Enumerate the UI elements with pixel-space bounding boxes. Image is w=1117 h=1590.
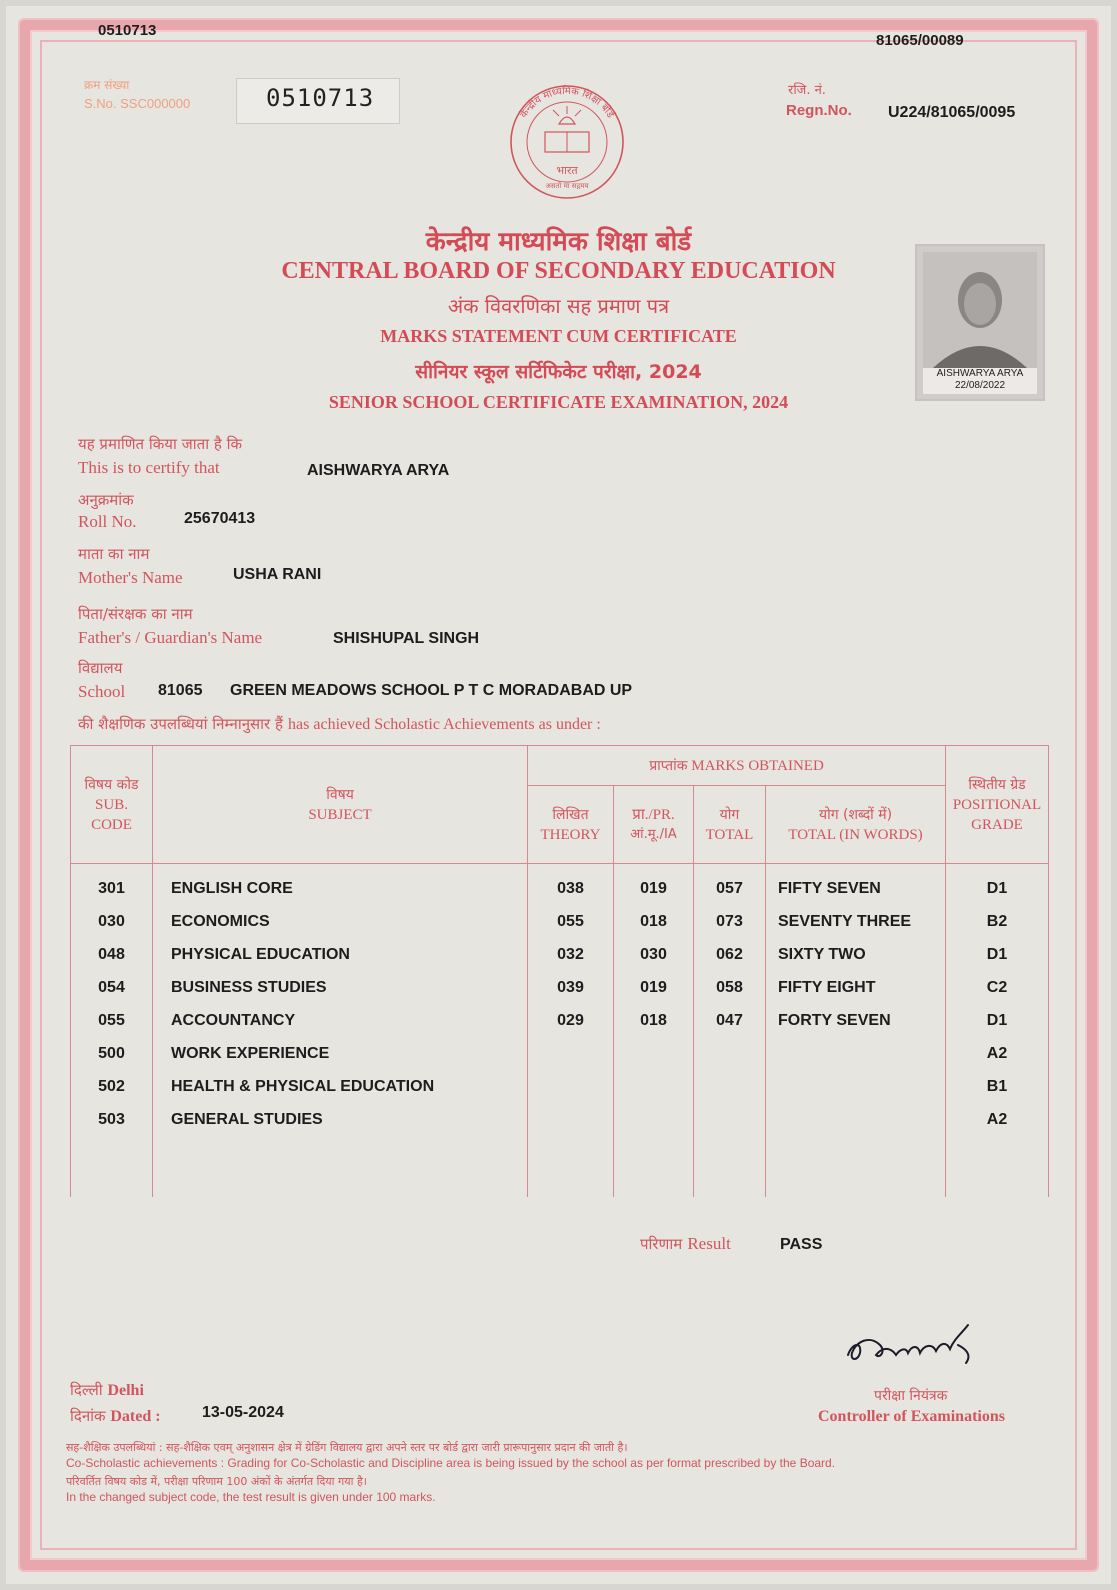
svg-text:केन्द्रीय माध्यमिक शिक्षा बोर्: केन्द्रीय माध्यमिक शिक्षा बोर्ड xyxy=(518,85,616,121)
table-row-total: 062 xyxy=(716,946,743,963)
cbse-seal-emblem xyxy=(497,80,637,200)
table-row-total: 057 xyxy=(716,880,743,897)
place-label: दिल्ली Delhi xyxy=(70,1381,144,1399)
table-row-code: 054 xyxy=(98,979,125,996)
document-title-en: MARKS STATEMENT CUM CERTIFICATE xyxy=(380,326,737,346)
serial-label-hi: क्रम संख्या xyxy=(84,78,130,92)
controller-signature xyxy=(840,1315,990,1375)
column-total-words xyxy=(766,864,946,1198)
table-row-code: 301 xyxy=(98,880,125,897)
student-name: AISHWARYA ARYA xyxy=(307,462,450,479)
corner-serial: 0510713 xyxy=(98,22,157,39)
father-label-hi: पिता/संरक्षक का नाम xyxy=(78,605,193,623)
table-row-code: 048 xyxy=(98,946,125,963)
controller-title-en: Controller of Examinations xyxy=(818,1408,1005,1425)
serial-number: 0510713 xyxy=(266,84,375,112)
table-row-code: 502 xyxy=(98,1078,125,1095)
corner-school-ref: 81065/00089 xyxy=(876,32,964,49)
table-row-grade: A2 xyxy=(986,1111,1008,1128)
table-row-subject: GENERAL STUDIES xyxy=(171,1111,323,1128)
header-subject: विषय SUBJECT xyxy=(153,746,528,864)
table-row-grade: B1 xyxy=(986,1078,1008,1095)
photo-image xyxy=(923,252,1037,368)
roll-label-en: Roll No. xyxy=(78,512,137,531)
marks-table xyxy=(70,745,1049,1197)
certify-label-en: This is to certify that xyxy=(78,458,220,477)
header-theory: लिखित THEORY xyxy=(528,786,614,864)
table-row-practical: 018 xyxy=(640,913,667,930)
dated-label: दिनांक Dated : xyxy=(70,1407,161,1425)
table-row-subject: HEALTH & PHYSICAL EDUCATION xyxy=(171,1078,435,1095)
roll-number: 25670413 xyxy=(184,510,256,527)
table-row-theory: 032 xyxy=(557,946,584,963)
regn-label-en: Regn.No. xyxy=(786,102,852,119)
header-total: योग TOTAL xyxy=(694,786,766,864)
header-total-words: योग (शब्दों में) TOTAL (IN WORDS) xyxy=(766,786,946,864)
table-row-words: FIFTY SEVEN xyxy=(778,880,881,897)
result-label: परिणाम Result xyxy=(640,1234,731,1253)
table-row-subject: BUSINESS STUDIES xyxy=(171,979,327,996)
achievement-statement: की शैक्षणिक उपलब्धियां निम्नानुसार हैं has achieved Scholastic Achievements as under : xyxy=(78,715,601,733)
table-row-words: FIFTY EIGHT xyxy=(778,979,876,996)
header-practical: प्रा./PR. आं.मू./IA xyxy=(614,786,694,864)
table-row-code: 055 xyxy=(98,1012,125,1029)
header-positional-grade: स्थितीय ग्रेड POSITIONAL GRADE xyxy=(946,746,1049,864)
serial-label-en: S.No. SSC000000 xyxy=(84,96,191,111)
certify-label-hi: यह प्रमाणित किया जाता है कि xyxy=(78,435,242,453)
footnote-coscholastic-en: Co-Scholastic achievements : Grading for Co-Scholastic and Discipline area is being issued by the school as per format prescribed by the Board. xyxy=(66,1456,836,1470)
table-row-words: SEVENTY THREE xyxy=(778,913,912,930)
roll-label-hi: अनुक्रमांक xyxy=(78,491,134,509)
column-grade xyxy=(946,864,1049,1198)
svg-text:भारत: भारत xyxy=(556,164,578,177)
table-row-practical: 019 xyxy=(640,979,667,996)
table-row-total: 047 xyxy=(716,1012,743,1029)
controller-title-hi: परीक्षा नियंत्रक xyxy=(874,1388,948,1404)
table-row-theory: 038 xyxy=(557,880,584,897)
issue-date: 13-05-2024 xyxy=(202,1404,284,1421)
header-marks-obtained: प्राप्तांक MARKS OBTAINED xyxy=(528,746,946,786)
mother-label-hi: माता का नाम xyxy=(78,545,150,563)
table-row-subject: PHYSICAL EDUCATION xyxy=(171,946,350,963)
table-row-grade: D1 xyxy=(986,880,1008,897)
table-row-theory: 039 xyxy=(557,979,584,996)
exam-title-en: SENIOR SCHOOL CERTIFICATE EXAMINATION, 2024 xyxy=(328,392,789,412)
table-row-grade: D1 xyxy=(986,1012,1008,1029)
student-photo xyxy=(915,244,1045,401)
exam-title-hi: सीनियर स्कूल सर्टिफिकेट परीक्षा, 2024 xyxy=(415,361,702,383)
regn-number: U224/81065/0095 xyxy=(888,104,1016,121)
mother-name: USHA RANI xyxy=(233,566,322,583)
table-row-theory: 055 xyxy=(557,913,584,930)
table-row-total: 073 xyxy=(716,913,743,930)
regn-label-hi: रजि. नं. xyxy=(788,83,826,98)
photo-caption: AISHWARYA ARYA 22/08/2022 xyxy=(923,368,1037,394)
table-row-words: SIXTY TWO xyxy=(778,946,866,963)
footnote-changed-code-en: In the changed subject code, the test result is given under 100 marks. xyxy=(66,1490,436,1504)
mother-label-en: Mother's Name xyxy=(78,568,183,587)
table-row-practical: 019 xyxy=(640,880,667,897)
table-row-subject: ENGLISH CORE xyxy=(171,880,293,897)
result-value: PASS xyxy=(780,1236,823,1253)
table-row-grade: C2 xyxy=(986,979,1008,996)
footnote-changed-code-hi: परिवर्तित विषय कोड में, परीक्षा परिणाम 100 अंकों के अंतर्गत दिया गया है। xyxy=(66,1475,367,1488)
board-name-hi: केन्द्रीय माध्यमिक शिक्षा बोर्ड xyxy=(425,227,692,257)
table-row-code: 030 xyxy=(98,913,125,930)
father-name: SHISHUPAL SINGH xyxy=(333,630,480,647)
table-row-grade: A2 xyxy=(986,1045,1008,1062)
table-row-subject: WORK EXPERIENCE xyxy=(171,1045,330,1062)
column-code xyxy=(71,864,153,1198)
table-row-code: 503 xyxy=(98,1111,125,1128)
column-practical xyxy=(614,864,694,1198)
school-name: GREEN MEADOWS SCHOOL P T C MORADABAD UP xyxy=(230,682,633,699)
column-subject xyxy=(153,864,528,1198)
footnote-coscholastic-hi: सह-शैक्षिक उपलब्धियां : सह-शैक्षिक एवम् अनुशासन क्षेत्र में ग्रेडिंग विद्यालय द्वारा अपने स्तर पर बोर्ड द्वारा जारी प्रारूपानुसार प्रदान की जाती है। xyxy=(66,1441,628,1454)
table-row-words: FORTY SEVEN xyxy=(778,1012,891,1029)
table-row-theory: 029 xyxy=(557,1012,584,1029)
table-row-practical: 030 xyxy=(640,946,667,963)
header-sub-code: विषय कोड SUB. CODE xyxy=(71,746,153,864)
table-row-grade: D1 xyxy=(986,946,1008,963)
school-label-hi: विद्यालय xyxy=(78,659,123,677)
document-title-hi: अंक विवरणिका सह प्रमाण पत्र xyxy=(447,294,670,318)
table-row-subject: ACCOUNTANCY xyxy=(171,1012,296,1029)
table-row-subject: ECONOMICS xyxy=(171,913,270,930)
table-row-practical: 018 xyxy=(640,1012,667,1029)
svg-text:असतो मा सद्गमय: असतो मा सद्गमय xyxy=(545,182,589,190)
school-code: 81065 xyxy=(158,682,203,699)
father-label-en: Father's / Guardian's Name xyxy=(78,628,263,647)
column-total xyxy=(694,864,766,1198)
table-row-grade: B2 xyxy=(986,913,1008,930)
table-row-code: 500 xyxy=(98,1045,125,1062)
column-theory xyxy=(528,864,614,1198)
school-label-en: School xyxy=(78,682,126,701)
board-name-en: CENTRAL BOARD OF SECONDARY EDUCATION xyxy=(281,258,836,284)
table-row-total: 058 xyxy=(716,979,743,996)
